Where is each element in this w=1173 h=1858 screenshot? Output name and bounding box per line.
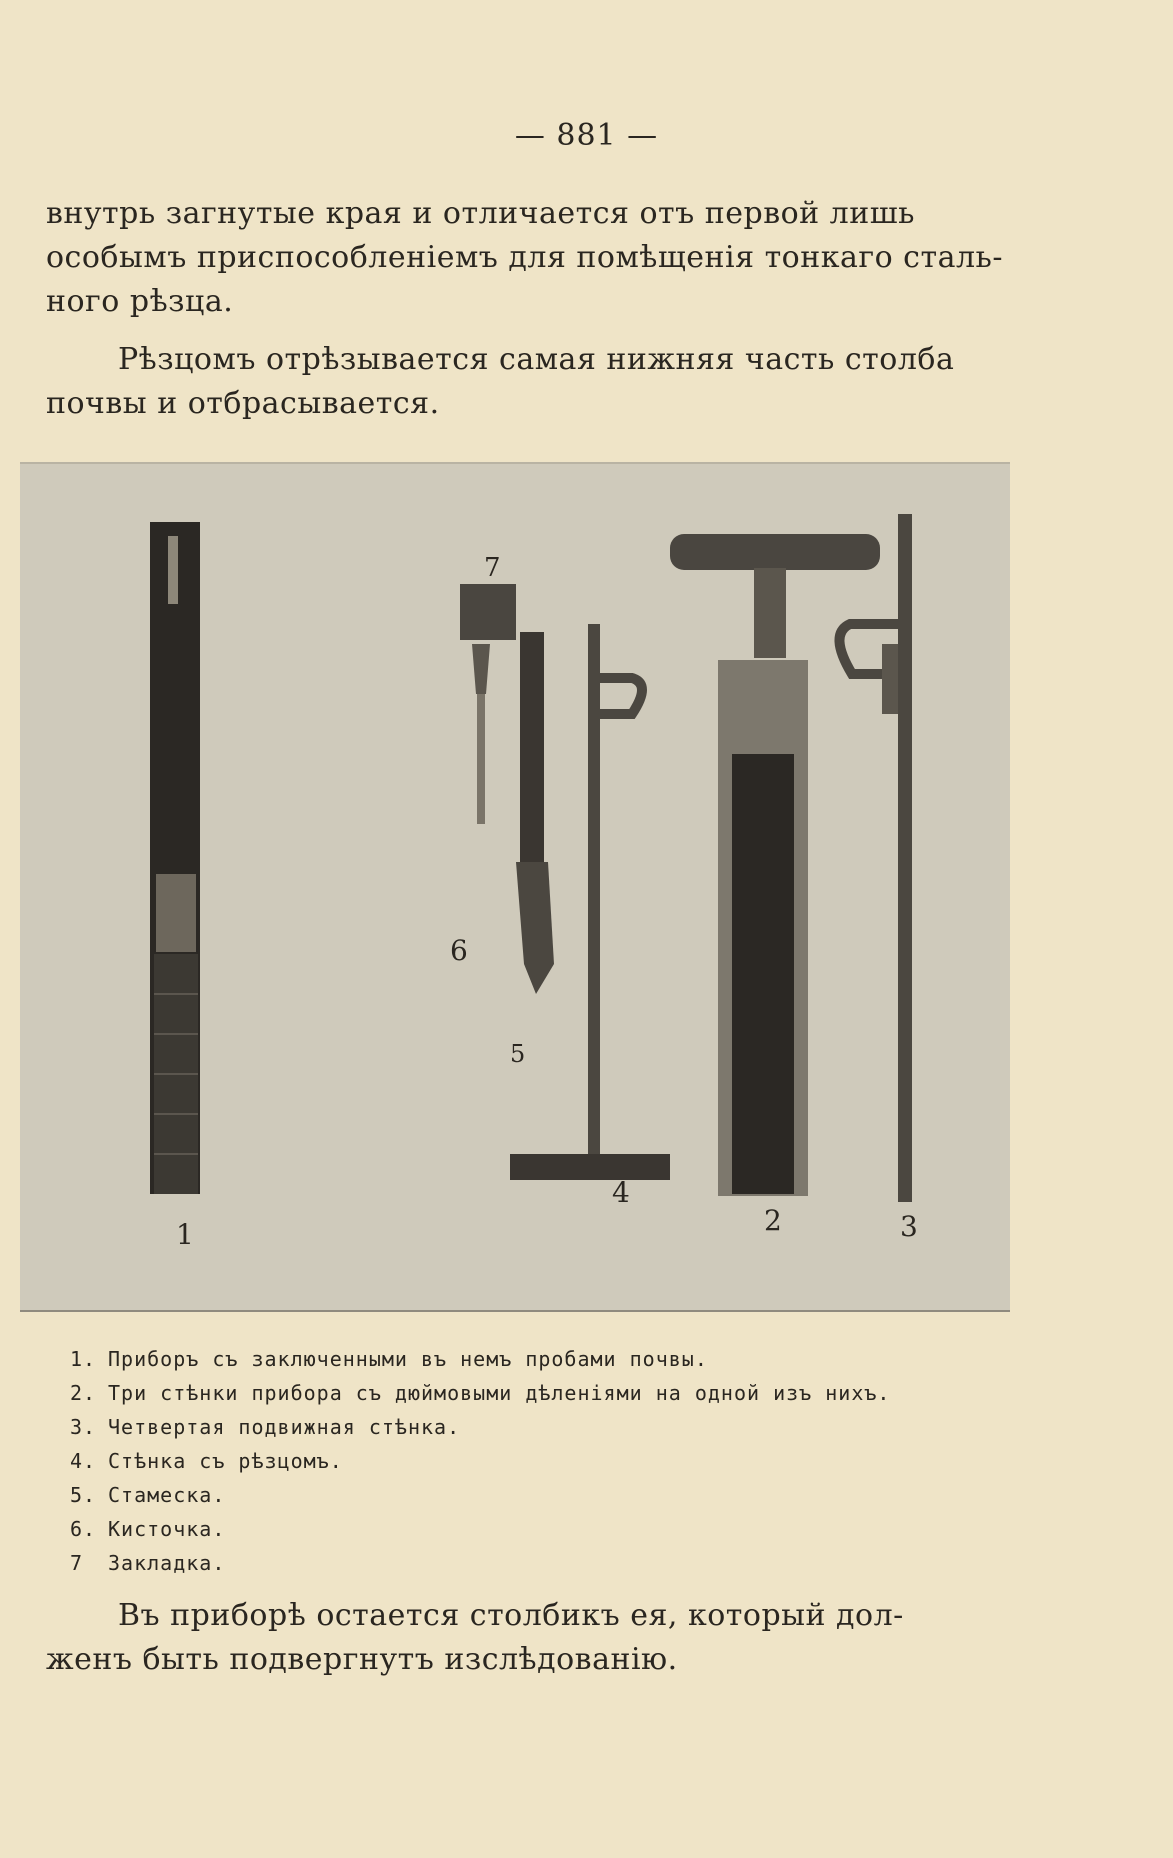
figure-label-2: 2 (764, 1204, 782, 1237)
text-line: Рѣзцомъ отрѣзывается самая нижняя часть столба (118, 342, 955, 377)
caption-row (70, 1376, 970, 1410)
text-line: Въ приборѣ остается столбикъ ея, который дол- (118, 1598, 904, 1633)
caption-row (70, 1410, 970, 1444)
caption-number: 3. (70, 1415, 97, 1439)
caption-text: Кисточка. (108, 1517, 226, 1541)
caption-text: Закладка. (108, 1551, 226, 1575)
figure-label-3: 3 (900, 1210, 918, 1243)
caption-number: 2. (70, 1381, 97, 1405)
figure-label-4: 4 (612, 1176, 630, 1209)
caption-row (70, 1546, 970, 1580)
caption-text: Стамеска. (108, 1483, 226, 1507)
caption-number: 6. (70, 1517, 97, 1541)
caption-number: 1. (70, 1347, 97, 1371)
figure-label-6: 6 (450, 934, 468, 967)
caption-row (70, 1478, 970, 1512)
paragraph-top (46, 192, 1003, 324)
text-line: женъ быть подвергнутъ изслѣдованію. (46, 1642, 678, 1677)
caption-row (70, 1342, 970, 1376)
caption-number: 7 (70, 1551, 84, 1575)
figure-label-5: 5 (510, 1040, 526, 1068)
caption-row (70, 1444, 970, 1478)
brush (472, 644, 490, 824)
text-line: ного рѣзца. (46, 284, 234, 319)
figure-label-1: 1 (176, 1218, 194, 1251)
text-line: почвы и отбрасывается. (46, 386, 440, 421)
paragraph-bottom (46, 1594, 986, 1682)
instrument-illustration (20, 464, 1010, 1310)
caption-number: 5. (70, 1483, 97, 1507)
soil-sampler-box (150, 522, 200, 1194)
text-line: особымъ приспособленіемъ для помѣщенія тонкаго сталь- (46, 240, 1003, 275)
text-line: внутрь загнутые края и отличается отъ первой лишь (46, 196, 915, 231)
figure-captions (70, 1342, 970, 1580)
fourth-movable-wall (839, 514, 912, 1202)
caption-text: Стѣнка съ рѣзцомъ. (108, 1449, 343, 1473)
caption-text: Три стѣнки прибора съ дюймовыми дѣленіями на одной изъ нихъ. (108, 1381, 891, 1405)
instrument-plate-photo (20, 462, 1010, 1312)
figure-label-7: 7 (484, 553, 501, 583)
caption-row (70, 1512, 970, 1546)
wooden-block (460, 584, 516, 640)
caption-number: 4. (70, 1449, 97, 1473)
caption-text: Четвертая подвижная стѣнка. (108, 1415, 461, 1439)
page-number: — 881 — (514, 118, 659, 153)
paragraph-cutter (46, 338, 986, 426)
chisel (516, 632, 554, 994)
three-walls-with-scale (670, 534, 880, 1196)
caption-text: Приборъ съ заключенными въ немъ пробами почвы. (108, 1347, 708, 1371)
